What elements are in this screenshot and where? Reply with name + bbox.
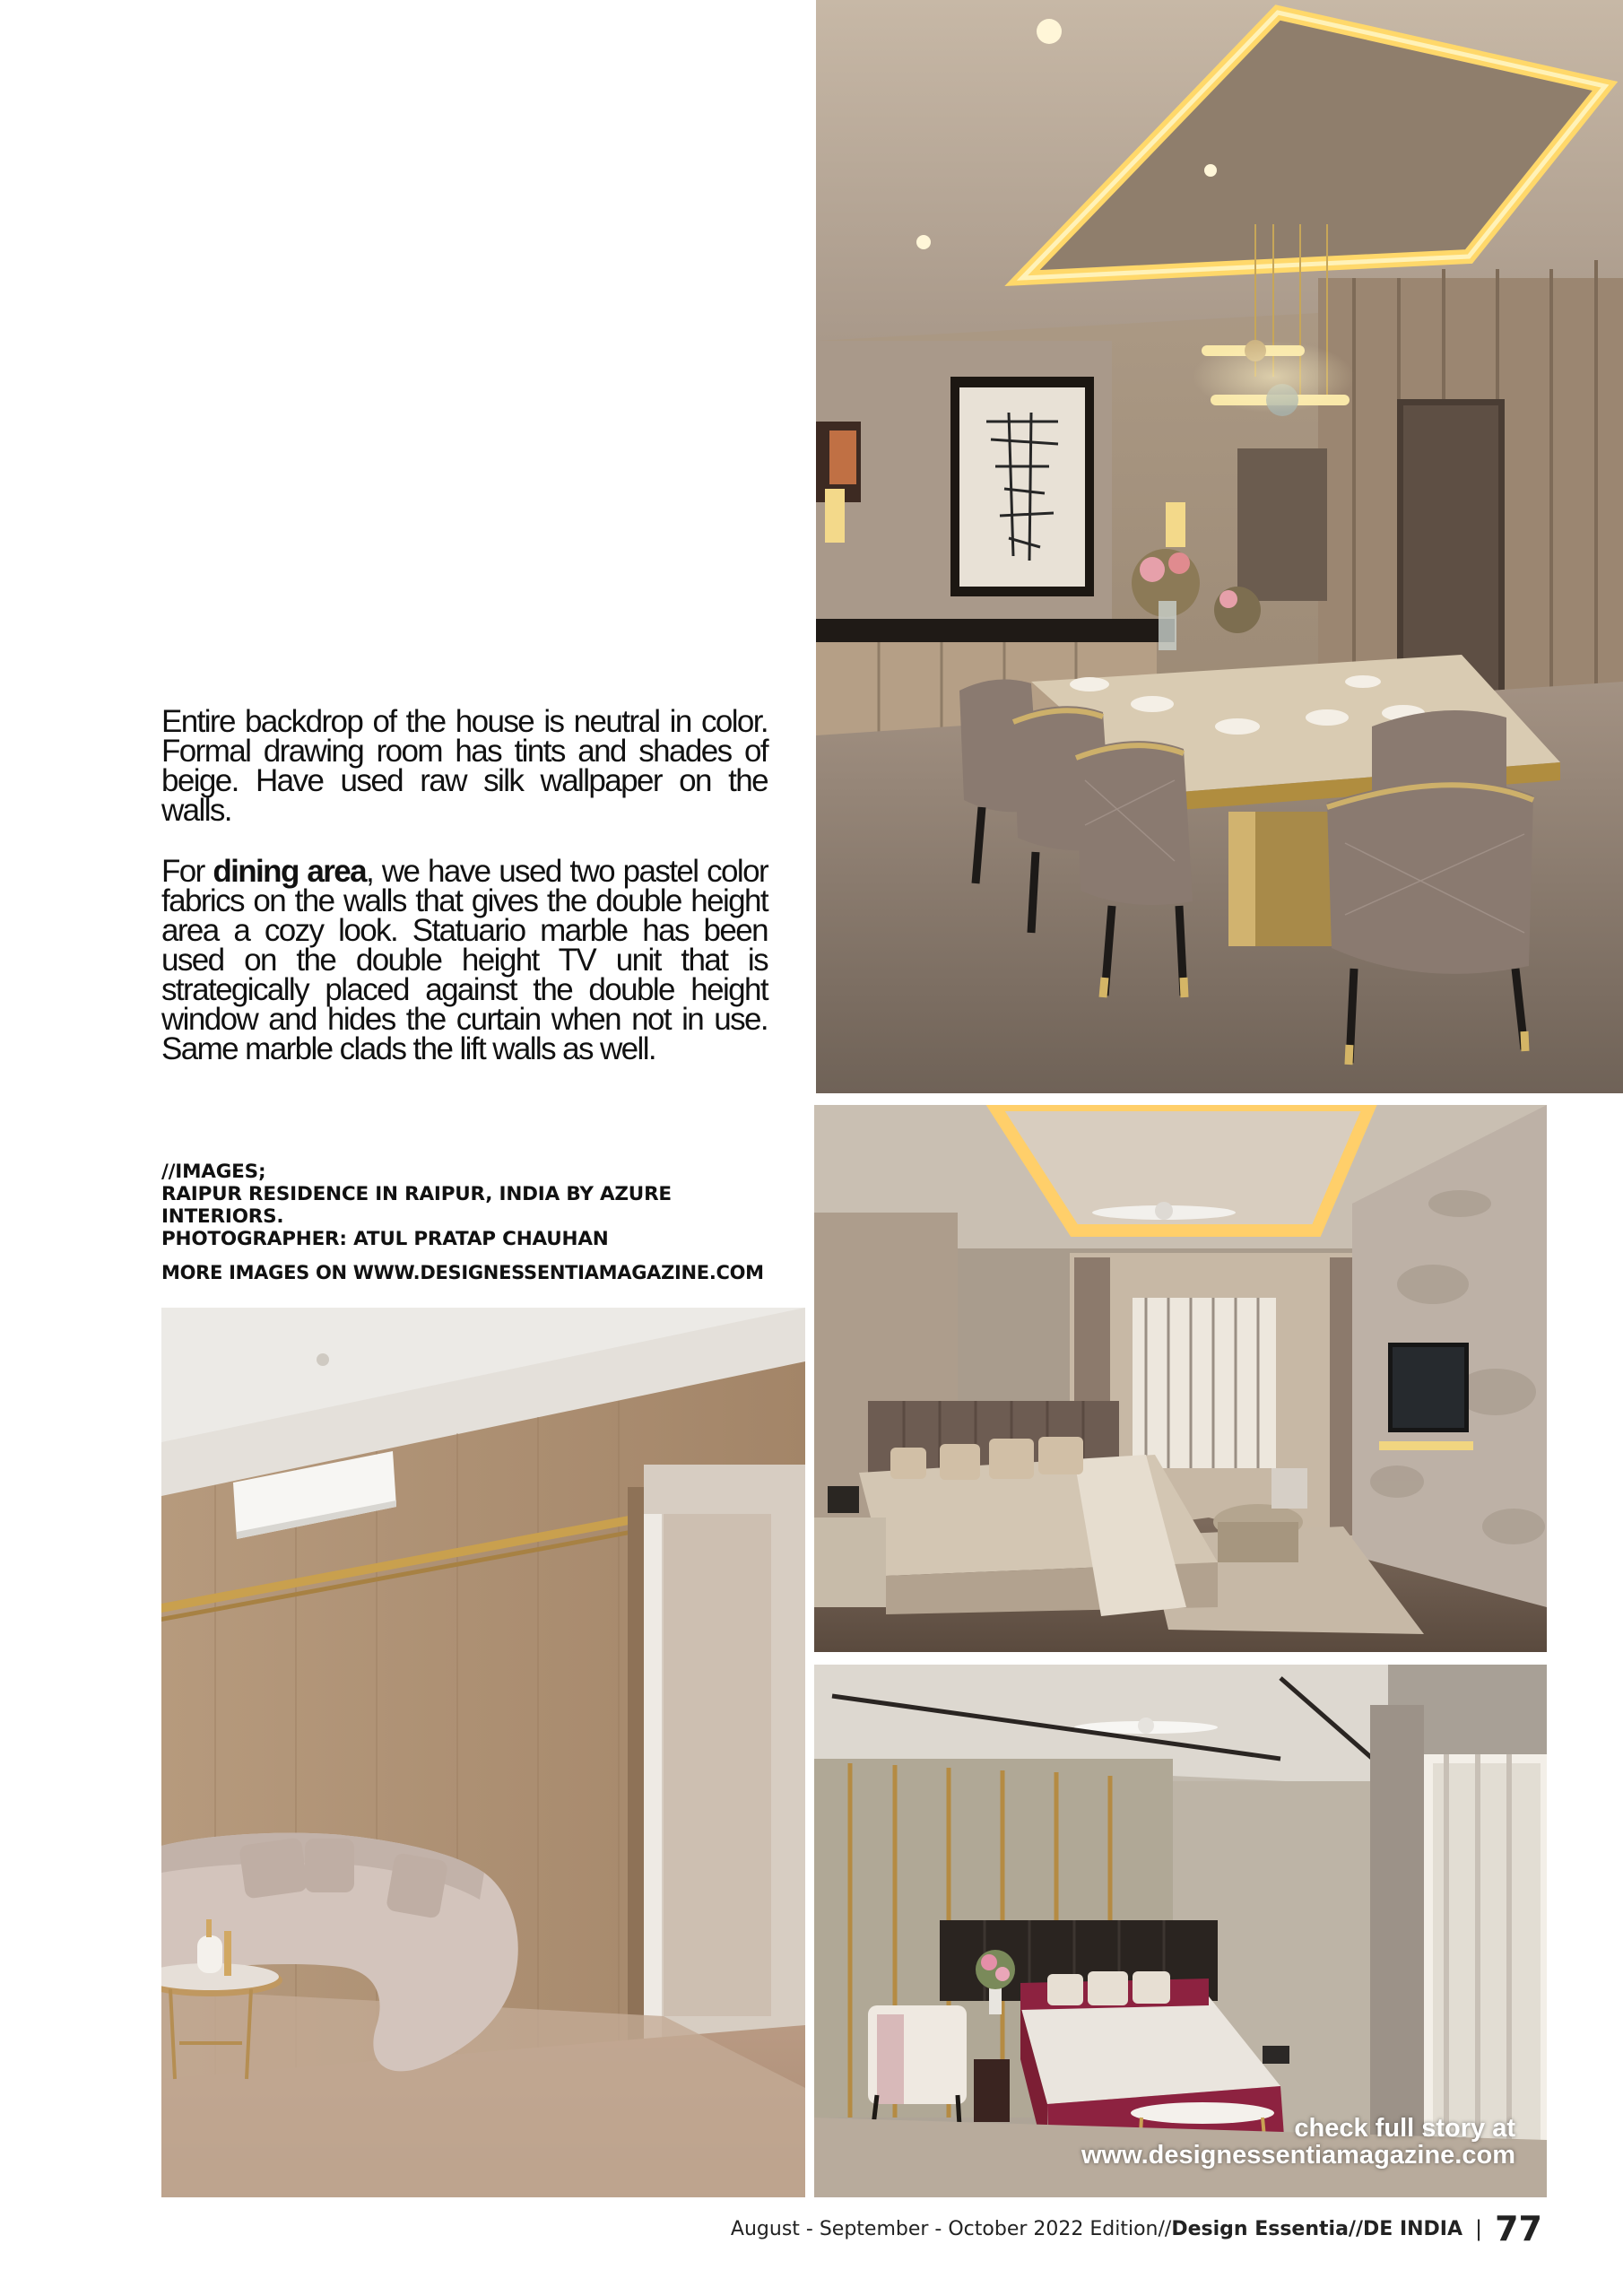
article-paragraph-1: Entire backdrop of the house is neutral in color. Formal drawing room has tints and shades of beige. Have used raw silk wallpaper on the walls. xyxy=(161,704,768,828)
image-credits xyxy=(161,1161,771,1250)
footer-separator: | xyxy=(1475,2216,1483,2241)
story-link-overlay[interactable] xyxy=(1081,2115,1515,2169)
credits-line-1: //IMAGES; xyxy=(161,1161,266,1183)
footer-magazine: Design Essentia//DE INDIA xyxy=(1171,2217,1463,2240)
article-paragraph-2 xyxy=(161,854,768,1066)
more-images-link[interactable]: MORE IMAGES ON WWW.DESIGNESSENTIAMAGAZINE.COM xyxy=(161,1262,764,1283)
paragraph-2-bold: dining area xyxy=(213,854,367,889)
dining-room-photo xyxy=(816,0,1623,1093)
paragraph-2-rest: , we have used two pastel color fabrics on the walls that gives the double height area a cozy look. Statuario marble has been used on the double height TV unit that is strategically placed against the double height window and hides the curtain when not in use. Same marble clads the lift walls as well. xyxy=(161,854,768,1066)
credits-line-2: RAIPUR RESIDENCE IN RAIPUR, INDIA BY AZURE xyxy=(161,1183,672,1205)
overlay-line-2[interactable]: www.designessentiamagazine.com xyxy=(1081,2141,1515,2170)
paragraph-2-prefix: For xyxy=(161,854,213,889)
credits-line-3: INTERIORS. xyxy=(161,1205,284,1228)
page-footer xyxy=(731,2206,1542,2251)
footer-edition: August - September - October 2022 Edition// xyxy=(730,2217,1172,2240)
living-room-photo xyxy=(161,1308,805,2197)
overlay-line-1: check full story at xyxy=(1294,2114,1515,2143)
article-body xyxy=(161,704,768,1066)
page-number: 77 xyxy=(1495,2209,1542,2248)
credits-line-4: PHOTOGRAPHER: ATUL PRATAP CHAUHAN xyxy=(161,1228,609,1250)
bedroom-tv-photo xyxy=(814,1105,1547,1652)
